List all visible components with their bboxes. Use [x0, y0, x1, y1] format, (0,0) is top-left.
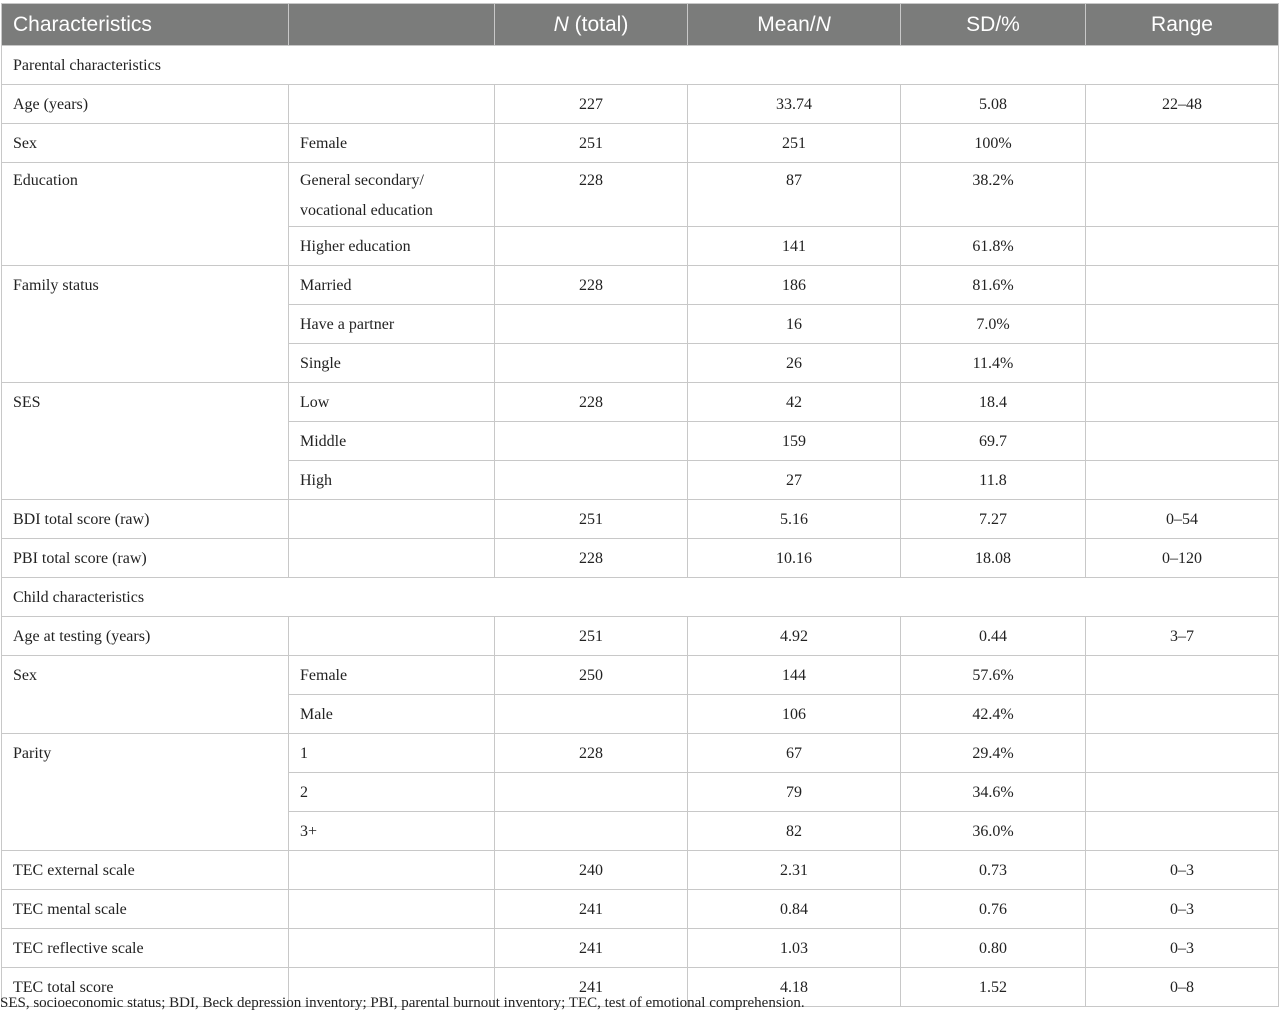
cell-sd: 1.52	[901, 968, 1086, 1007]
cell-sd: 11.4%	[901, 344, 1086, 383]
table-row	[2, 422, 1279, 461]
cell-label	[2, 344, 289, 383]
cell-sd: 0.76	[901, 890, 1086, 929]
cell-sd: 29.4%	[901, 734, 1086, 773]
cell-sub: Female	[289, 124, 495, 163]
cell-sub: Low	[289, 383, 495, 422]
cell-sd: 100%	[901, 124, 1086, 163]
cell-n: 228	[495, 539, 688, 578]
cell-sub	[289, 500, 495, 539]
cell-label	[2, 773, 289, 812]
table-row	[2, 266, 1279, 305]
cell-n	[495, 344, 688, 383]
cell-label: Family status	[2, 266, 289, 305]
cell-mean: 144	[688, 656, 901, 695]
cell-mean: 27	[688, 461, 901, 500]
cell-label: Parity	[2, 734, 289, 773]
cell-label: TEC mental scale	[2, 890, 289, 929]
cell-n	[495, 812, 688, 851]
cell-sub: Married	[289, 266, 495, 305]
cell-n	[495, 305, 688, 344]
header-range: Range	[1086, 4, 1279, 46]
cell-n	[495, 461, 688, 500]
cell-mean: 87	[688, 163, 901, 227]
section-label: Child characteristics	[2, 578, 1279, 617]
cell-sub: Female	[289, 656, 495, 695]
cell-sub	[289, 617, 495, 656]
cell-sd: 18.4	[901, 383, 1086, 422]
cell-sd: 0.73	[901, 851, 1086, 890]
cell-sub	[289, 85, 495, 124]
table-row	[2, 656, 1279, 695]
cell-mean: 251	[688, 124, 901, 163]
cell-n: 227	[495, 85, 688, 124]
cell-sub: 1	[289, 734, 495, 773]
cell-range	[1086, 163, 1279, 227]
cell-sd: 36.0%	[901, 812, 1086, 851]
cell-label: Age at testing (years)	[2, 617, 289, 656]
characteristics-table	[1, 3, 1279, 1007]
header-characteristics: Characteristics	[2, 4, 289, 46]
cell-mean: 2.31	[688, 851, 901, 890]
cell-n: 251	[495, 500, 688, 539]
cell-n: 241	[495, 968, 688, 1007]
cell-label	[2, 461, 289, 500]
cell-mean: 5.16	[688, 500, 901, 539]
cell-mean: 16	[688, 305, 901, 344]
cell-sd: 0.44	[901, 617, 1086, 656]
cell-mean: 67	[688, 734, 901, 773]
table-row	[2, 695, 1279, 734]
cell-sd: 5.08	[901, 85, 1086, 124]
cell-range: 0–8	[1086, 968, 1279, 1007]
cell-sub: Middle	[289, 422, 495, 461]
table-row	[2, 734, 1279, 773]
cell-label: SES	[2, 383, 289, 422]
cell-range	[1086, 124, 1279, 163]
cell-sub: 2	[289, 773, 495, 812]
header-n-rest: (total)	[568, 12, 629, 36]
cell-n: 241	[495, 929, 688, 968]
cell-sd: 34.6%	[901, 773, 1086, 812]
cell-mean: 4.18	[688, 968, 901, 1007]
cell-range: 0–3	[1086, 851, 1279, 890]
header-mean	[688, 4, 901, 46]
cell-range	[1086, 383, 1279, 422]
cell-mean: 26	[688, 344, 901, 383]
section-row-child	[2, 578, 1279, 617]
cell-label	[2, 695, 289, 734]
cell-label: BDI total score (raw)	[2, 500, 289, 539]
cell-mean: 10.16	[688, 539, 901, 578]
cell-n: 228	[495, 734, 688, 773]
cell-label	[2, 305, 289, 344]
cell-range: 0–120	[1086, 539, 1279, 578]
cell-range: 0–3	[1086, 929, 1279, 968]
cell-sd: 18.08	[901, 539, 1086, 578]
cell-sub: Higher education	[289, 227, 495, 266]
cell-label: Age (years)	[2, 85, 289, 124]
cell-mean: 186	[688, 266, 901, 305]
cell-range	[1086, 812, 1279, 851]
cell-n	[495, 227, 688, 266]
table-footnote: SES, socioeconomic status; BDI, Beck depression inventory; PBI, parental burnout inventory; TEC, test of emotional comprehension.	[0, 995, 805, 1011]
cell-sd: 81.6%	[901, 266, 1086, 305]
cell-range	[1086, 461, 1279, 500]
cell-label: TEC external scale	[2, 851, 289, 890]
cell-sd: 69.7	[901, 422, 1086, 461]
cell-range	[1086, 227, 1279, 266]
section-label: Parental characteristics	[2, 46, 1279, 85]
cell-sub: Have a partner	[289, 305, 495, 344]
cell-sd: 0.80	[901, 929, 1086, 968]
cell-mean: 79	[688, 773, 901, 812]
table-row	[2, 163, 1279, 227]
table-row	[2, 539, 1279, 578]
header-n-italic: N	[553, 12, 569, 36]
header-n-total	[495, 4, 688, 46]
cell-mean: 159	[688, 422, 901, 461]
table-row	[2, 890, 1279, 929]
cell-n: 228	[495, 383, 688, 422]
cell-mean: 1.03	[688, 929, 901, 968]
cell-range	[1086, 266, 1279, 305]
header-mean-prefix: Mean/	[757, 12, 816, 36]
table-row	[2, 773, 1279, 812]
table-row	[2, 305, 1279, 344]
cell-label	[2, 422, 289, 461]
table-row	[2, 85, 1279, 124]
cell-mean: 0.84	[688, 890, 901, 929]
cell-sub: 3+	[289, 812, 495, 851]
section-row-parental	[2, 46, 1279, 85]
cell-label: TEC total score	[2, 968, 289, 1007]
cell-mean: 106	[688, 695, 901, 734]
table-row	[2, 929, 1279, 968]
cell-sub	[289, 851, 495, 890]
cell-mean: 42	[688, 383, 901, 422]
cell-sd: 11.8	[901, 461, 1086, 500]
table-row	[2, 124, 1279, 163]
cell-n: 228	[495, 266, 688, 305]
cell-sd: 42.4%	[901, 695, 1086, 734]
table-row	[2, 500, 1279, 539]
cell-range	[1086, 656, 1279, 695]
cell-sd: 38.2%	[901, 163, 1086, 227]
cell-n	[495, 422, 688, 461]
cell-n	[495, 773, 688, 812]
cell-mean: 82	[688, 812, 901, 851]
cell-sub: General secondary/ vocational education	[289, 163, 495, 227]
cell-label: PBI total score (raw)	[2, 539, 289, 578]
cell-range	[1086, 344, 1279, 383]
cell-sub	[289, 890, 495, 929]
cell-sd: 61.8%	[901, 227, 1086, 266]
cell-n	[495, 695, 688, 734]
cell-mean: 33.74	[688, 85, 901, 124]
cell-sub: High	[289, 461, 495, 500]
cell-range: 0–3	[1086, 890, 1279, 929]
cell-label: Sex	[2, 656, 289, 695]
cell-n: 240	[495, 851, 688, 890]
table-row	[2, 383, 1279, 422]
table-row	[2, 617, 1279, 656]
cell-sd: 7.27	[901, 500, 1086, 539]
cell-sub	[289, 929, 495, 968]
table-row	[2, 851, 1279, 890]
table-row	[2, 812, 1279, 851]
cell-range	[1086, 422, 1279, 461]
cell-label: Education	[2, 163, 289, 227]
cell-mean: 4.92	[688, 617, 901, 656]
cell-label	[2, 227, 289, 266]
cell-n: 251	[495, 617, 688, 656]
table-row	[2, 344, 1279, 383]
header-mean-italic: N	[815, 12, 831, 36]
cell-range: 0–54	[1086, 500, 1279, 539]
cell-label: Sex	[2, 124, 289, 163]
cell-sub: Single	[289, 344, 495, 383]
cell-n: 250	[495, 656, 688, 695]
cell-range	[1086, 773, 1279, 812]
cell-label: TEC reflective scale	[2, 929, 289, 968]
cell-range	[1086, 305, 1279, 344]
cell-mean: 141	[688, 227, 901, 266]
cell-label	[2, 812, 289, 851]
table-header-row	[2, 4, 1279, 46]
cell-range	[1086, 695, 1279, 734]
cell-n: 228	[495, 163, 688, 227]
cell-sub: Male	[289, 695, 495, 734]
table-row	[2, 461, 1279, 500]
table-row	[2, 227, 1279, 266]
cell-sub	[289, 539, 495, 578]
header-subcategory	[289, 4, 495, 46]
cell-sd: 7.0%	[901, 305, 1086, 344]
cell-range: 22–48	[1086, 85, 1279, 124]
cell-range: 3–7	[1086, 617, 1279, 656]
header-sd: SD/%	[901, 4, 1086, 46]
cell-sd: 57.6%	[901, 656, 1086, 695]
cell-n: 241	[495, 890, 688, 929]
cell-n: 251	[495, 124, 688, 163]
cell-range	[1086, 734, 1279, 773]
